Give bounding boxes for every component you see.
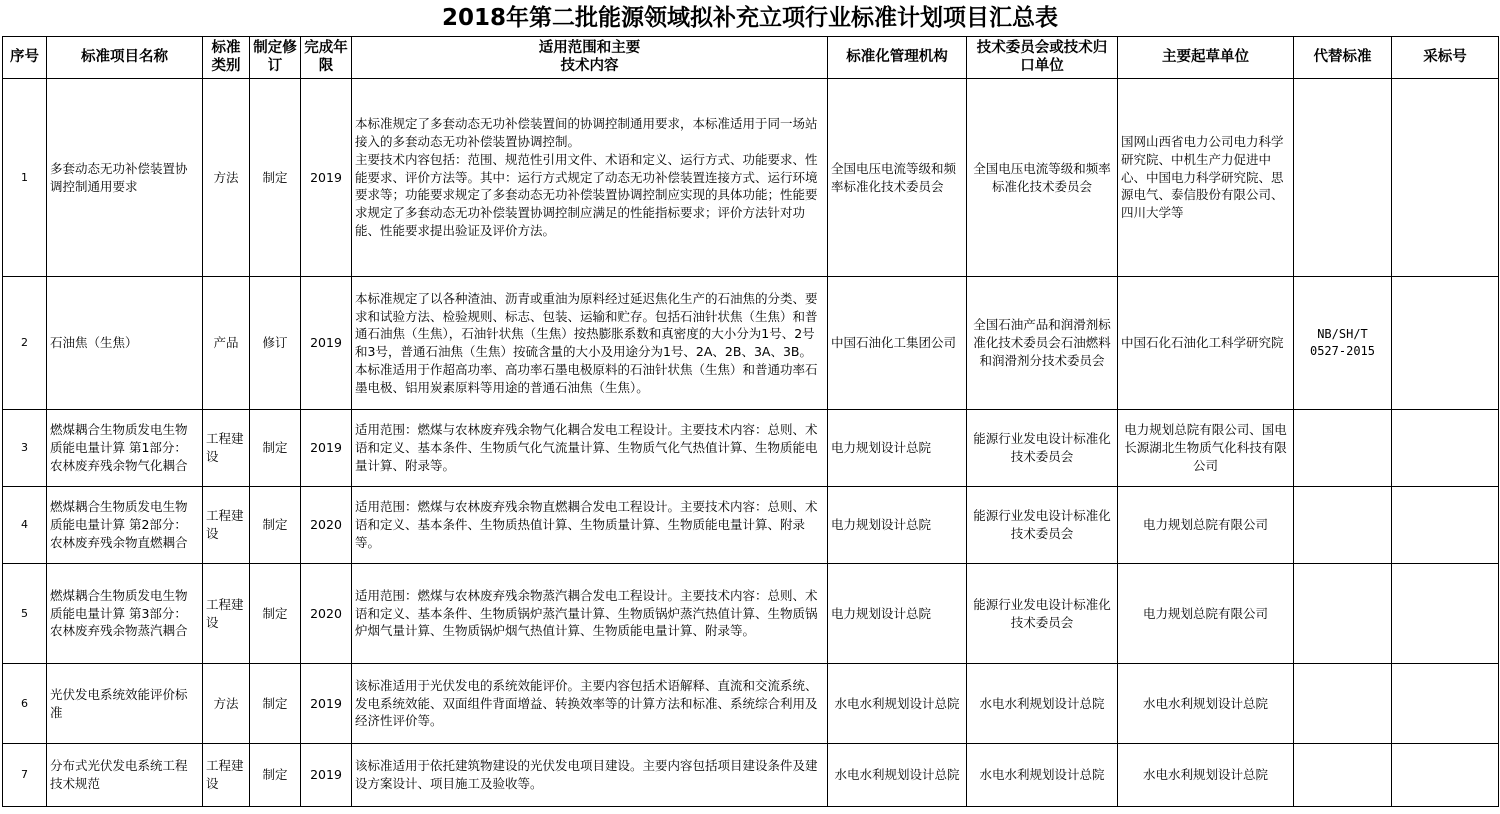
- header-adopt: 采标号: [1392, 37, 1499, 79]
- cell-seq: 5: [3, 564, 47, 664]
- cell-name: 燃煤耦合生物质发电生物质能电量计算 第2部分：农林废弃残余物直燃耦合: [47, 487, 203, 564]
- cell-org: 全国电压电流等级和频率标准化技术委员会: [828, 79, 967, 277]
- table-row: [3, 410, 1499, 487]
- header-name: 标准项目名称: [47, 37, 203, 79]
- table-row: [3, 277, 1499, 410]
- cell-replace: NB/SH/T 0527-2015: [1294, 277, 1392, 410]
- header-committee: 技术委员会或技术归口单位: [967, 37, 1118, 79]
- cell-seq: 7: [3, 744, 47, 807]
- cell-adopt: [1392, 410, 1499, 487]
- header-type: 标准类别: [203, 37, 250, 79]
- cell-type: 工程建设: [203, 487, 250, 564]
- header-mode: 制定修订: [250, 37, 301, 79]
- cell-mode: 修订: [250, 277, 301, 410]
- table-row: [3, 487, 1499, 564]
- header-drafter: 主要起草单位: [1118, 37, 1294, 79]
- cell-scope: 该标准适用于依托建筑物建设的光伏发电项目建设。主要内容包括项目建设条件及建设方案设计、项目施工及验收等。: [352, 744, 828, 807]
- cell-committee: 能源行业发电设计标准化技术委员会: [967, 487, 1118, 564]
- cell-mode: 制定: [250, 487, 301, 564]
- cell-adopt: [1392, 79, 1499, 277]
- cell-seq: 3: [3, 410, 47, 487]
- cell-mode: 制定: [250, 410, 301, 487]
- standards-table: [2, 36, 1499, 807]
- cell-replace: [1294, 744, 1392, 807]
- cell-drafter: 电力规划总院有限公司: [1118, 564, 1294, 664]
- cell-name: 石油焦（生焦）: [47, 277, 203, 410]
- cell-name: 燃煤耦合生物质发电生物质能电量计算 第1部分：农林废弃残余物气化耦合: [47, 410, 203, 487]
- cell-org: 水电水利规划设计总院: [828, 744, 967, 807]
- header-org: 标准化管理机构: [828, 37, 967, 79]
- cell-adopt: [1392, 664, 1499, 744]
- cell-committee: 水电水利规划设计总院: [967, 744, 1118, 807]
- cell-committee: 全国石油产品和润滑剂标准化技术委员会石油燃料和润滑剂分技术委员会: [967, 277, 1118, 410]
- cell-replace: [1294, 79, 1392, 277]
- cell-scope: 适用范围：燃煤与农林废弃残余物气化耦合发电工程设计。主要技术内容：总则、术语和定义、基本条件、生物质气化气流量计算、生物质气化气热值计算、生物质能电量计算、附录等。: [352, 410, 828, 487]
- cell-year: 2019: [301, 664, 352, 744]
- cell-name: 燃煤耦合生物质发电生物质能电量计算 第3部分：农林废弃残余物蒸汽耦合: [47, 564, 203, 664]
- cell-scope: 适用范围：燃煤与农林废弃残余物蒸汽耦合发电工程设计。主要技术内容：总则、术语和定义、基本条件、生物质锅炉蒸汽量计算、生物质锅炉蒸汽热值计算、生物质锅炉烟气量计算、生物质锅炉烟气热值计算、生物质能电量计算、附录等。: [352, 564, 828, 664]
- cell-org: 中国石油化工集团公司: [828, 277, 967, 410]
- cell-mode: 制定: [250, 564, 301, 664]
- cell-seq: 1: [3, 79, 47, 277]
- cell-committee: 全国电压电流等级和频率标准化技术委员会: [967, 79, 1118, 277]
- cell-scope: 本标准规定了多套动态无功补偿装置间的协调控制通用要求，本标准适用于同一场站接入的多套动态无功补偿装置协调控制。 主要技术内容包括：范围、规范性引用文件、术语和定义、运行方式、功能要求、性能要求、评价方法等。其中：运行方式规定了动态无功补偿装置连接方式、运行环境要求等；功能要求规定了多套动态无功补偿装置协调控制应实现的具体功能；性能要求规定了多套动态无功补偿装置协调控制应满足的性能指标要求；评价方法针对功能、性能要求提出验证及评价方法。: [352, 79, 828, 277]
- cell-type: 方法: [203, 79, 250, 277]
- cell-adopt: [1392, 487, 1499, 564]
- cell-replace: [1294, 564, 1392, 664]
- cell-committee: 能源行业发电设计标准化技术委员会: [967, 564, 1118, 664]
- cell-type: 产品: [203, 277, 250, 410]
- cell-drafter: 水电水利规划设计总院: [1118, 664, 1294, 744]
- cell-adopt: [1392, 744, 1499, 807]
- cell-mode: 制定: [250, 664, 301, 744]
- page-title: 2018年第二批能源领域拟补充立项行业标准计划项目汇总表: [441, 5, 1058, 31]
- table-row: [3, 664, 1499, 744]
- cell-scope: 本标准规定了以各种渣油、沥青或重油为原料经过延迟焦化生产的石油焦的分类、要求和试验方法、检验规则、标志、包装、运输和贮存。包括石油针状焦（生焦）和普通石油焦（生焦），石油针状焦（生焦）按热膨胀系数和真密度的大小分为1号、2号和3号，普通石油焦（生焦）按硫含量的大小及用途分为1号、2A、2B、3A、3B。本标准适用于作超高功率、高功率石墨电极原料的石油针状焦（生焦）和普通功率石墨电极、铝用炭素原料等用途的普通石油焦（生焦）。: [352, 277, 828, 410]
- cell-org: 电力规划设计总院: [828, 487, 967, 564]
- cell-replace: [1294, 487, 1392, 564]
- cell-drafter: 水电水利规划设计总院: [1118, 744, 1294, 807]
- cell-org: 电力规划设计总院: [828, 564, 967, 664]
- cell-type: 方法: [203, 664, 250, 744]
- header-replace: 代替标准: [1294, 37, 1392, 79]
- cell-name: 分布式光伏发电系统工程技术规范: [47, 744, 203, 807]
- table-row: [3, 564, 1499, 664]
- header-row: [3, 37, 1499, 79]
- cell-adopt: [1392, 277, 1499, 410]
- cell-seq: 6: [3, 664, 47, 744]
- cell-year: 2019: [301, 79, 352, 277]
- cell-mode: 制定: [250, 744, 301, 807]
- cell-committee: 水电水利规划设计总院: [967, 664, 1118, 744]
- header-scope: 适用范围和主要 技术内容: [352, 37, 828, 79]
- cell-scope: 该标准适用于光伏发电的系统效能评价。主要内容包括术语解释、直流和交流系统、发电系统效能、双面组件背面增益、转换效率等的计算方法和标准、系统综合利用及经济性评价等。: [352, 664, 828, 744]
- table-row: [3, 79, 1499, 277]
- cell-org: 水电水利规划设计总院: [828, 664, 967, 744]
- cell-name: 多套动态无功补偿装置协调控制通用要求: [47, 79, 203, 277]
- table-row: [3, 744, 1499, 807]
- cell-year: 2019: [301, 277, 352, 410]
- cell-replace: [1294, 664, 1392, 744]
- cell-year: 2019: [301, 410, 352, 487]
- cell-type: 工程建设: [203, 564, 250, 664]
- cell-type: 工程建设: [203, 744, 250, 807]
- cell-committee: 能源行业发电设计标准化技术委员会: [967, 410, 1118, 487]
- header-seq: 序号: [3, 37, 47, 79]
- cell-org: 电力规划设计总院: [828, 410, 967, 487]
- cell-mode: 制定: [250, 79, 301, 277]
- cell-adopt: [1392, 564, 1499, 664]
- cell-seq: 4: [3, 487, 47, 564]
- header-year: 完成年限: [301, 37, 352, 79]
- cell-name: 光伏发电系统效能评价标准: [47, 664, 203, 744]
- cell-year: 2020: [301, 487, 352, 564]
- cell-year: 2020: [301, 564, 352, 664]
- cell-seq: 2: [3, 277, 47, 410]
- cell-year: 2019: [301, 744, 352, 807]
- cell-replace: [1294, 410, 1392, 487]
- cell-drafter: 电力规划总院有限公司: [1118, 487, 1294, 564]
- cell-drafter: 国网山西省电力公司电力科学研究院、中机生产力促进中心、中国电力科学研究院、思源电气、泰信股份有限公司、四川大学等: [1118, 79, 1294, 277]
- cell-type: 工程建设: [203, 410, 250, 487]
- cell-drafter: 电力规划总院有限公司、国电长源湖北生物质气化科技有限公司: [1118, 410, 1294, 487]
- cell-drafter: 中国石化石油化工科学研究院: [1118, 277, 1294, 410]
- cell-scope: 适用范围：燃煤与农林废弃残余物直燃耦合发电工程设计。主要技术内容：总则、术语和定义、基本条件、生物质热值计算、生物质量计算、生物质能电量计算、附录等。: [352, 487, 828, 564]
